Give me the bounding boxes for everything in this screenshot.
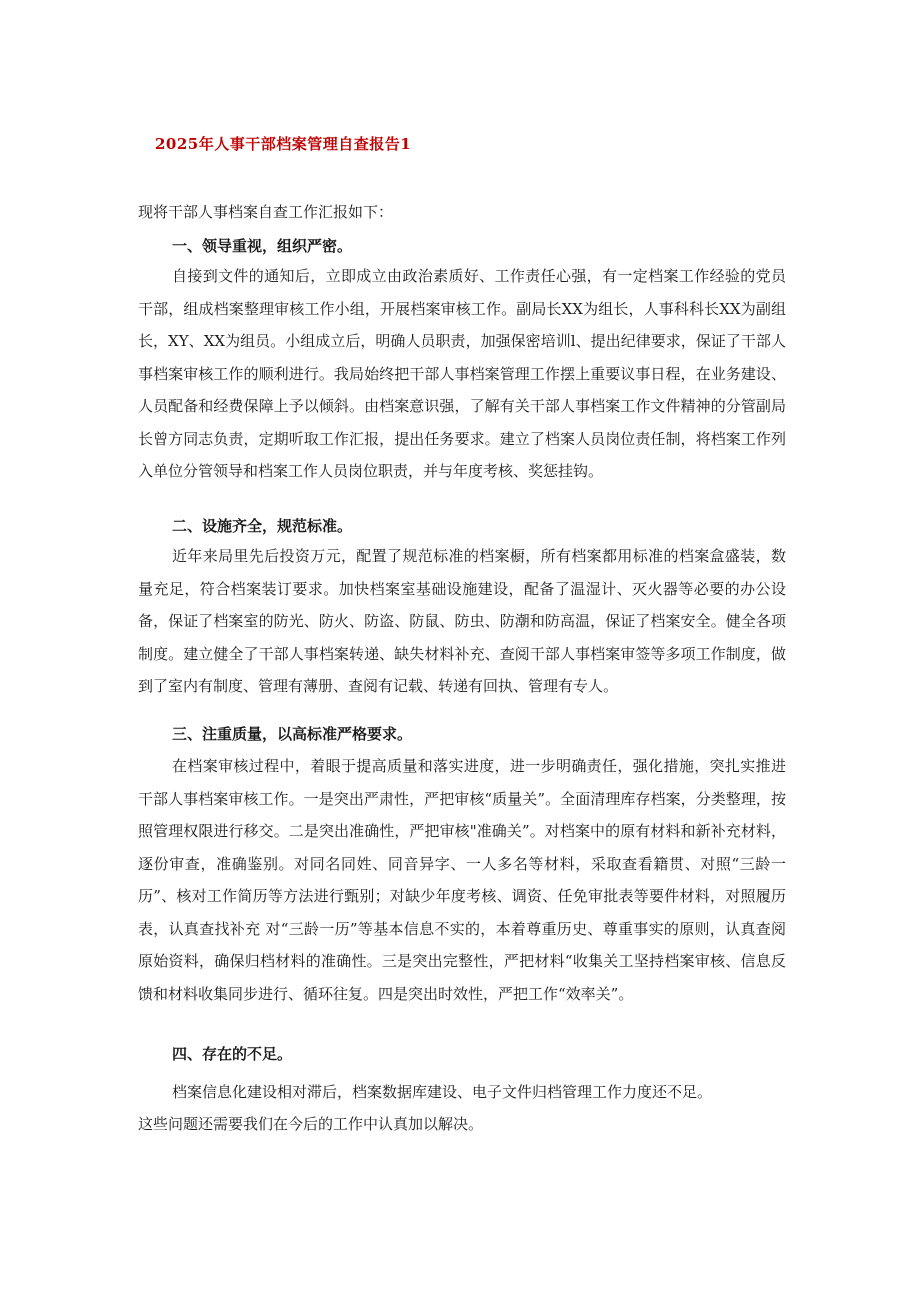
section-heading-4: 四、存在的不足。 bbox=[172, 1045, 293, 1063]
section-body-2: 近年来局里先后投资万元，配置了规范标准的档案橱，所有档案都用标准的档案盒盛装，数量充足，符合档案装订要求。加快档案室基础设施建设，配备了温湿计、灭火器等必要的办公设备，保证了档案室的防光、防火、防盗、防鼠、防虫、防潮和防高温，保证了档案安全。健全各项制度。建立健全了干部人事档案转递、缺失材料补充、查阅干部人事档案审签等多项工作制度，做到了室内有制度、管理有薄册、查阅有记载、转递有回执、管理有专人。 bbox=[138, 547, 786, 695]
document-title: 2025年人事干部档案管理自查报告1 bbox=[155, 135, 412, 153]
section-heading-2: 二、设施齐全，规范标准。 bbox=[172, 517, 353, 535]
intro-text: 现将干部人事档案自查工作汇报如下： bbox=[138, 203, 394, 221]
section-body-3: 在档案审核过程中，着眼于提高质量和落实进度，进一步明确责任，强化措施，突扎实推进干部人事档案审核工作。一是突出严肃性，严把审核“质量关”。全面清理库存档案，分类整理，按照管理权限进行移交。二是突出准确性，严把审核"准确关”。对档案中的原有材料和新补充材料，逐份审查，准确鉴别。对同名同姓、同音异字、一人多名等材料，采取查看籍贯、对照“三龄一历”、核对工作简历等方法进行甄别；对缺少年度考核、调资、任免审批表等要件材料，对照履历表，认真查找补充 对“三龄一历”等基本信息不实的，本着尊重历史、尊重事实的原则，认真查阅原始资料，确保归档材料的准确性。三是突出完整性，严把材料“收集关工坚持档案审核、信息反馈和材料收集同步进行、循环往复。四是突出时效性，严把工作“效率关”。 bbox=[138, 757, 786, 1003]
section-body-4: 档案信息化建设相对滞后，档案数据库建设、电子文件归档管理工作力度还不足。 bbox=[172, 1083, 713, 1101]
section-heading-1: 一、领导重视，组织严密。 bbox=[172, 237, 353, 255]
section-heading-3: 三、注重质量，以高标准严格要求。 bbox=[172, 725, 413, 743]
section-body-1: 自接到文件的通知后，立即成立由政治素质好、工作责任心强，有一定档案工作经验的党员干部，组成档案整理审核工作小组，开展档案审核工作。副局长XX为组长，人事科科长XX为副组长，XY、XX为组员。小组成立后，明确人员职责，加强保密培训l、提出纪律要求，保证了干部人事档案审核工作的顺利进行。我局始终把干部人事档案管理工作摆上重要议事日程，在业务建设、人员配备和经费保障上予以倾斜。由档案意识强，了解有关干部人事档案工作文件精神的分管副局长曾方同志负责，定期听取工作汇报，提出任务要求。建立了档案人员岗位责任制，将档案工作列入单位分管领导和档案工作人员岗位职责，并与年度考核、奖惩挂钩。 bbox=[138, 267, 786, 480]
closing-text: 这些问题还需要我们在今后的工作中认真加以解决。 bbox=[138, 1115, 484, 1133]
